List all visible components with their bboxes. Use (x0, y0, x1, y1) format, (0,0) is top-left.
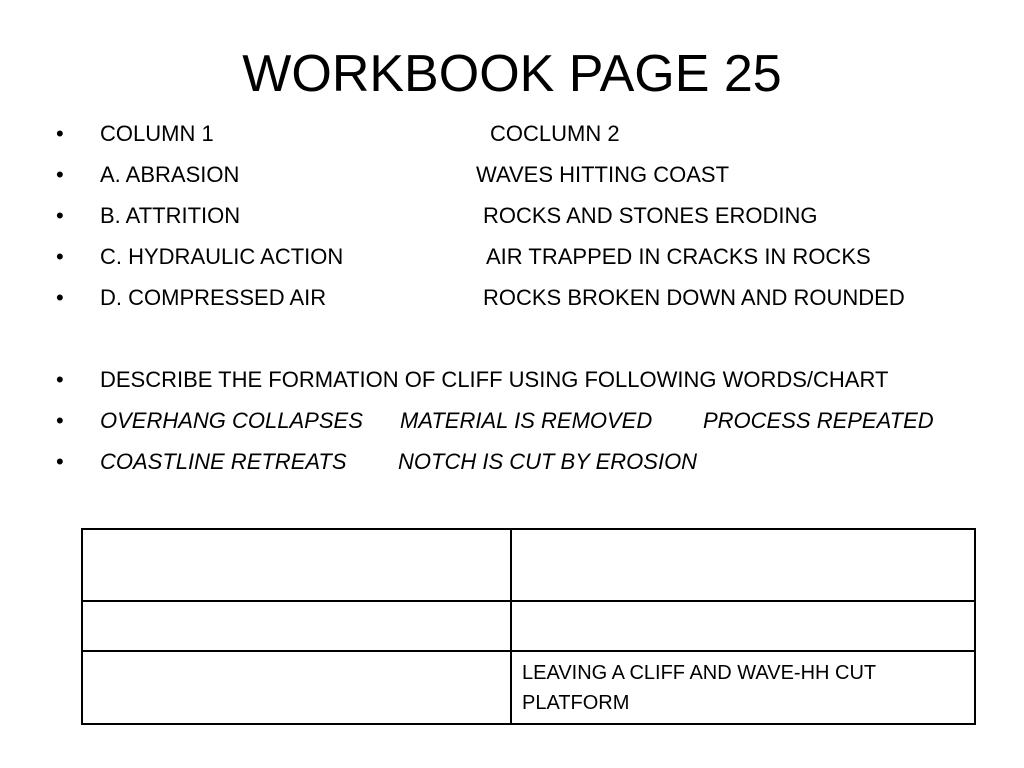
column-2-heading: COCLUMN 2 (490, 121, 620, 146)
matching-row (56, 195, 996, 236)
matching-definition: ROCKS AND STONES ERODING (483, 203, 818, 228)
bullet-icon: • (56, 121, 64, 146)
chart-cell[interactable] (511, 651, 975, 724)
slide-title: WORKBOOK PAGE 25 (242, 45, 782, 103)
bullet-icon: • (56, 162, 64, 187)
cliff-formation-chart (81, 528, 976, 725)
word-bank-row (56, 400, 996, 441)
matching-row (56, 154, 996, 195)
matching-definition: WAVES HITTING COAST (476, 162, 730, 187)
chart-cell-text (512, 602, 974, 608)
instruction-row (56, 359, 996, 400)
matching-definition: ROCKS BROKEN DOWN AND ROUNDED (483, 285, 905, 310)
chart-row (82, 651, 975, 724)
matching-header-row (56, 113, 996, 154)
chart-cell[interactable] (511, 601, 975, 651)
instruction-text: DESCRIBE THE FORMATION OF CLIFF USING FOLLOWING WORDS/CHART (100, 367, 889, 392)
word-bank-phrase: NOTCH IS CUT BY EROSION (398, 449, 698, 474)
chart-cell-text (83, 602, 510, 608)
word-bank-phrase: PROCESS REPEATED (703, 408, 934, 433)
bullet-icon: • (56, 244, 64, 269)
word-bank-phrase: OVERHANG COLLAPSES (100, 408, 363, 433)
bullet-icon: • (56, 367, 64, 392)
bullet-icon: • (56, 285, 64, 310)
column-1-heading: COLUMN 1 (100, 121, 214, 146)
chart-cell-text (83, 652, 510, 658)
matching-term: B. ATTRITION (100, 203, 241, 228)
chart-cell-text (512, 530, 974, 536)
bullet-list (56, 113, 996, 482)
chart-cell[interactable] (82, 529, 511, 601)
matching-row (56, 236, 996, 277)
word-bank-row (56, 441, 996, 482)
chart-row (82, 529, 975, 601)
word-bank-phrase: MATERIAL IS REMOVED (400, 408, 653, 433)
bullet-icon: • (56, 449, 64, 474)
matching-definition: AIR TRAPPED IN CRACKS IN ROCKS (486, 244, 871, 269)
chart-cell[interactable] (82, 601, 511, 651)
bullet-icon: • (56, 408, 64, 433)
chart-cell[interactable] (82, 651, 511, 724)
chart-cell-text (83, 530, 510, 536)
chart-cell-text: LEAVING A CLIFF AND WAVE-HH CUT PLATFORM (522, 662, 876, 714)
chart-cell[interactable] (511, 529, 975, 601)
matching-term: D. COMPRESSED AIR (100, 285, 327, 310)
matching-term: C. HYDRAULIC ACTION (100, 244, 344, 269)
word-bank-phrase: COASTLINE RETREATS (100, 449, 347, 474)
matching-term: A. ABRASION (100, 162, 240, 187)
blank-line (56, 318, 996, 359)
matching-row (56, 277, 996, 318)
bullet-icon: • (56, 203, 64, 228)
chart-row (82, 601, 975, 651)
